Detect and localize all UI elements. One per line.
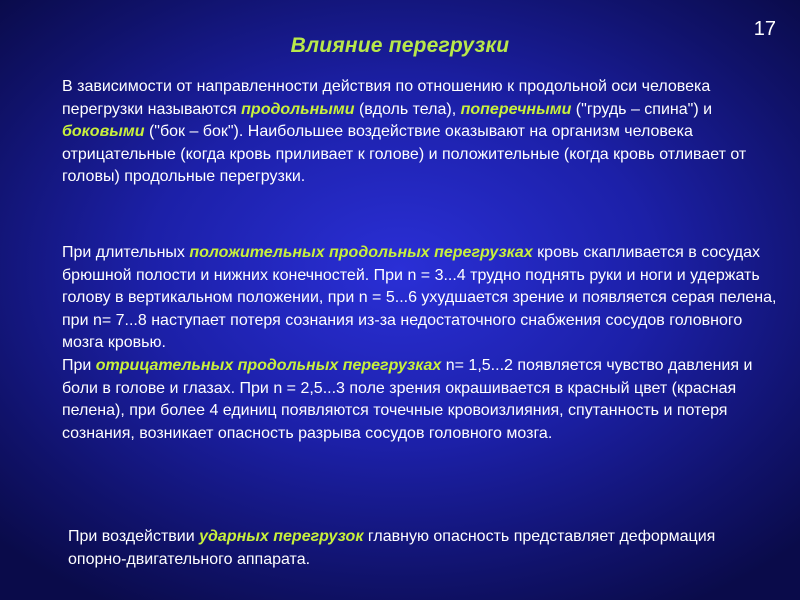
highlight-positive-longitudinal: положительных продольных перегрузках [189, 244, 533, 261]
text-segment: (вдоль тела), [354, 100, 461, 118]
text-segment: n= 1,5...2 появляется чувство давления и боли в голове и глазах. При n = 2,5...3 поле зрения окрашивается в красный цвет (красная пелена), при более 4 единиц появляются точечные кровоизлияния, спутанность и потеря сознания, возникает опасность разрыва сосудов головного мозга. [62, 356, 753, 442]
text-segment: В зависимости от направленности действия по отношению к продольной оси человека перегрузки называются [62, 78, 711, 118]
text-segment: При [62, 356, 96, 374]
highlight-lateral: боковыми [62, 123, 145, 141]
paragraph-shock-overloads [68, 526, 778, 571]
paragraph-longitudinal-effects [62, 242, 777, 445]
text-segment: ("бок – бок"). Наибольшее воздействие оказывают на организм человека отрицательные (когда кровь приливает к голове) и положительные (когда кровь отливает от головы) продольные перегрузки. [62, 123, 747, 186]
paragraph-overload-types [62, 76, 772, 189]
text-segment: кровь скапливается в сосудах брюшной полости и нижних конечностей. При n = 3...4 трудно поднять руки и ноги и удержать голову в вертикальном положении, при n = 5...6 ухудшается зрение и появляется серая пелена, при n= 7...8 наступает потеря сознания из-за недостаточного снабжения сосудов головного мозга кровью. [62, 244, 777, 352]
highlight-transverse: поперечными [460, 100, 572, 118]
text-segment: главную опасность представляет деформация опорно-двигательного аппарата. [68, 528, 716, 568]
highlight-shock: ударных перегрузок [199, 528, 364, 545]
slide-number: 17 [753, 18, 776, 40]
text-segment: ("грудь – спина") и [571, 100, 713, 118]
text-segment: При воздействии [68, 528, 200, 545]
highlight-longitudinal: продольными [241, 100, 355, 118]
highlight-negative-longitudinal: отрицательных продольных перегрузках [95, 356, 442, 374]
slide-title: Влияние перегрузки [290, 34, 510, 57]
text-segment: При длительных [62, 244, 190, 261]
